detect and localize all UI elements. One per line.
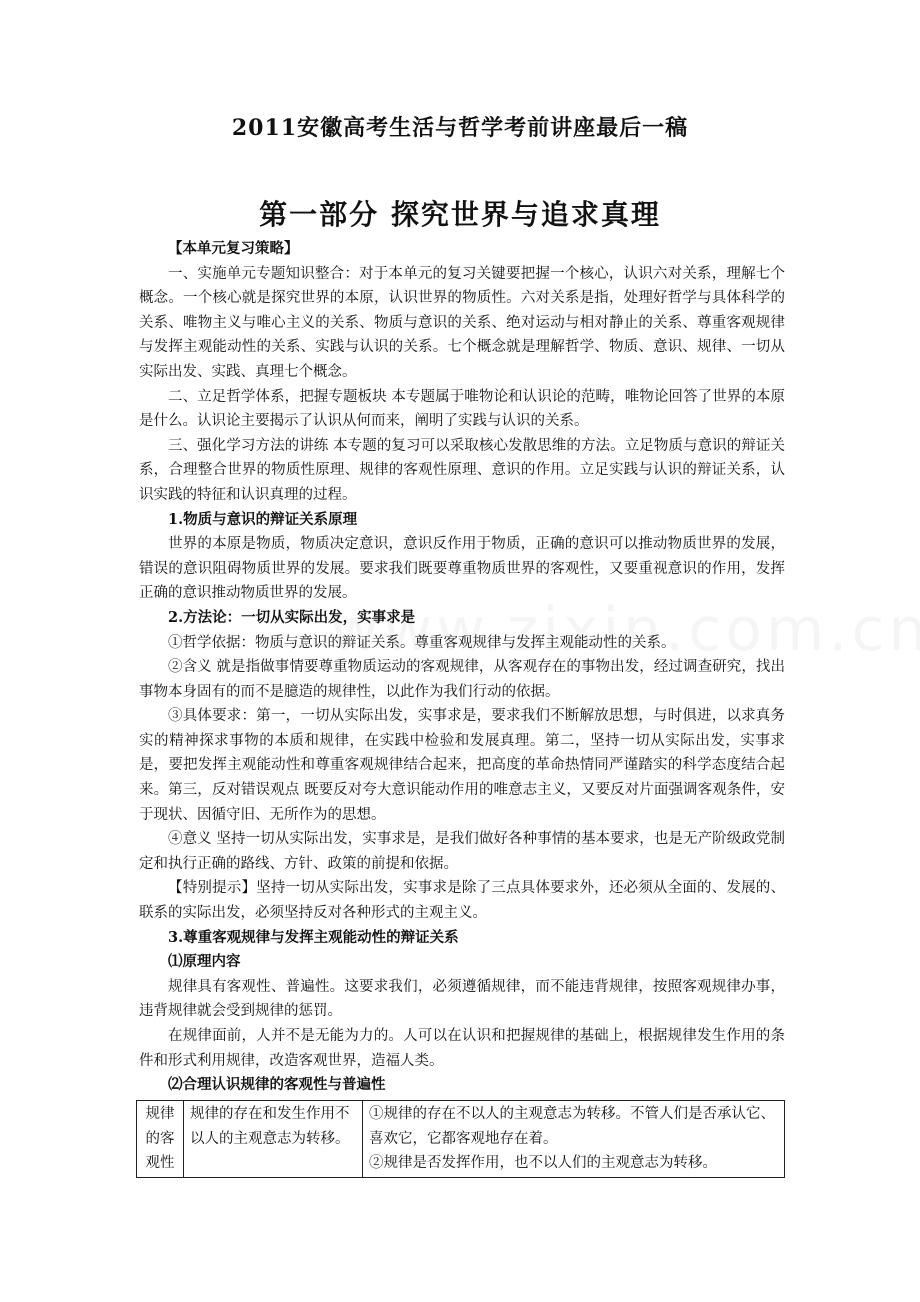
subsection-heading: ⑴原理内容 (168, 953, 241, 971)
paragraph: ①哲学依据：物质与意识的辩证关系。尊重客观规律与发挥主观能动性的关系。 (168, 634, 676, 651)
section-heading: 2.方法论：一切从实际出发，实事求是 (168, 608, 416, 626)
detail-line: ①规律的存在不以人的主观意志为转移。不管人们是否承认它、喜欢它，它都客观地存在着。 (369, 1106, 775, 1147)
section-title: 第一部分 探究世界与追求真理 (259, 198, 661, 231)
special-note: 【特别提示】坚持一切从实际出发，实事求是除了三点具体要求外，还必须从全面的、发展的、联系的实际出发，必须坚持反对各种形式的主观主义。 (139, 880, 785, 922)
table-cell-category: 规律的客观性 (137, 1101, 184, 1178)
table-cell-definition: 规律的存在和发生作用不以人的主观意志为转移。 (184, 1101, 363, 1178)
paragraph: 世界的本原是物质，物质决定意识，意识反作用于物质，正确的意识可以推动物质世界的发展，错误的意识阻碍物质世界的发展。要求我们既要尊重物质世界的客观性，又要重视意识的作用，发挥正确的意识推动物质世界的发展。 (139, 536, 785, 602)
paragraph: 一、实施单元专题知识整合：对于本单元的复习关键要把握一个核心，认识六对关系，理解七个概念。一个核心就是探究世界的本原，认识世界的物质性。六对关系是指，处理好哲学与具体科学的关系、唯物主义与唯心主义的关系、物质与意识的关系、绝对运动与相对静止的关系、尊重客观规律与发挥主观能动性的关系、实践与认识的关系。七个概念就是理解哲学、物质、意识、规律、一切从实际出发、实践、真理七个概念。 (139, 265, 785, 380)
paragraph: ③具体要求：第一，一切从实际出发，实事求是，要求我们不断解放思想，与时俱进，以求真务实的精神探求事物的本质和规律，在实践中检验和发展真理。第二，坚持一切从实际出发，实事求是，要把发挥主观能动性和尊重客观规律结合起来，把高度的革命热情同严谨踏实的科学态度结合起来。第三，反对错误观点 既要反对夸大意识能动作用的唯意志主义，又要反对片面强调客观条件，安于现状、因循守旧、无所作为的思想。 (139, 708, 785, 823)
table-row (137, 1101, 785, 1178)
subsection-heading: ⑵合理认识规律的客观性与普遍性 (168, 1076, 386, 1094)
paragraph: 三、强化学习方法的讲练 本专题的复习可以采取核心发散思维的方法。立足物质与意识的辩证关系，合理整合世界的物质性原理、规律的客观性原理、意识的作用。立足实践与认识的辩证关系，认识实践的特征和认识真理的过程。 (139, 437, 785, 503)
law-objectivity-table (136, 1100, 785, 1178)
detail-line: ②规律是否发挥作用，也不以人们的主观意志为转移。 (369, 1155, 717, 1172)
document-body (139, 237, 785, 1098)
document-title: 2011安徽高考生活与哲学考前讲座最后一稿 (231, 115, 689, 141)
paragraph: ②含义 就是指做事情要尊重物质运动的客观规律，从客观存在的事物出发，经过调查研究，找出事物本身固有的而不是臆造的规律性，以此作为我们行动的依据。 (139, 659, 785, 700)
strategy-heading: 【本单元复习策略】 (168, 240, 299, 257)
section-heading: 1.物质与意识的辩证关系原理 (168, 510, 358, 528)
section-heading: 3.尊重客观规律与发挥主观能动性的辩证关系 (168, 928, 459, 946)
paragraph: 在规律面前，人并不是无能为力的。人可以在认识和把握规律的基础上，根据规律发生作用的条件和形式利用规律，改造客观世界，造福人类。 (139, 1028, 785, 1069)
paragraph: 规律具有客观性、普遍性。这要求我们，必须遵循规律，而不能违背规律，按照客观规律办事，违背规律就会受到规律的惩罚。 (139, 978, 785, 1020)
table-cell-details (363, 1101, 785, 1178)
paragraph: ④意义 坚持一切从实际出发，实事求是，是我们做好各种事情的基本要求，也是无产阶级政党制定和执行正确的路线、方针、政策的前提和依据。 (139, 831, 785, 872)
paragraph: 二、立足哲学体系，把握专题板块 本专题属于唯物论和认识论的范畴，唯物论回答了世界的本原是什么。认识论主要揭示了认识从何而来，阐明了实践与认识的关系。 (139, 388, 785, 430)
